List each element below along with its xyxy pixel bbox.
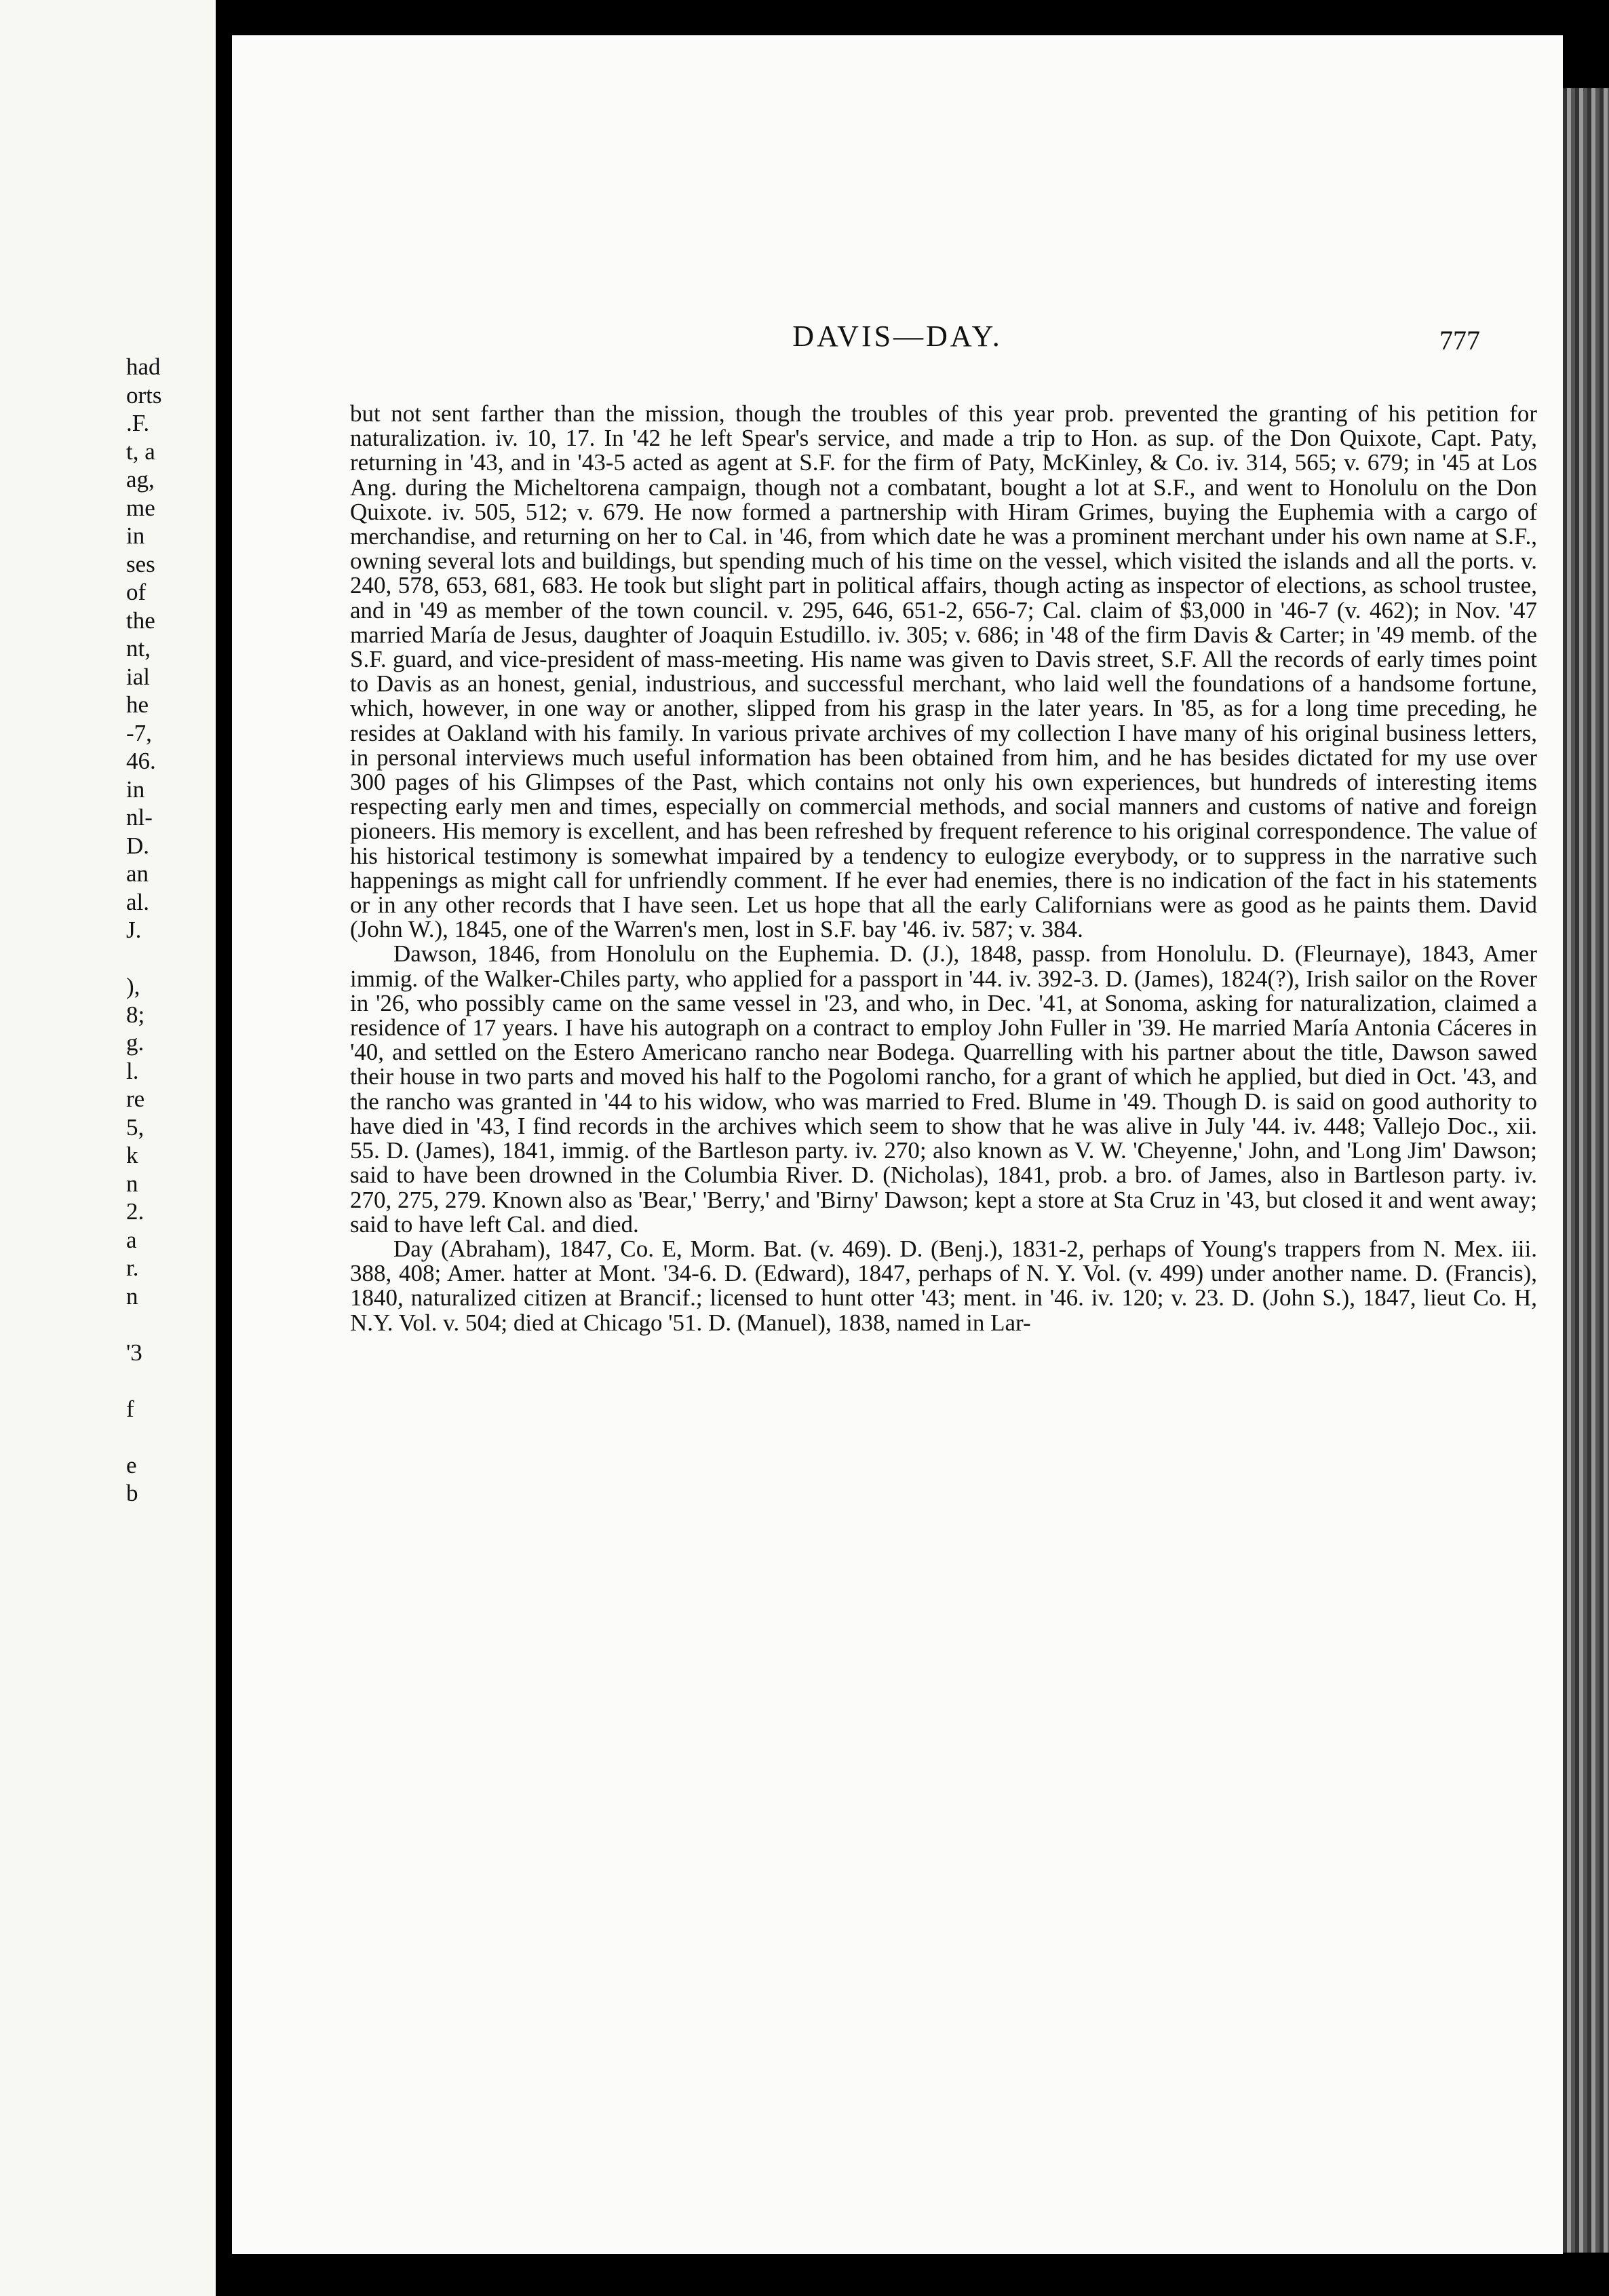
previous-page-fragment: g. (126, 1029, 144, 1056)
previous-page-fragment: b (126, 1480, 138, 1506)
previous-page-fragment: nt, (126, 635, 151, 662)
paragraph-dawson: Dawson, 1846, from Honolulu on the Euphemia. D. (J.), 1848, passp. from Honolulu. D. (Fleurnaye), 1843, Amer immig. of the Walker-Chiles party, who applied for a passport in '44. iv. 392-3. D. (James), 1824(?), Irish sailor on the Rover in '26, who possibly came on the same vessel in '23, and who, in Dec. '41, at Sonoma, asking for naturalization, claimed a residence of 17 years. I have his autograph on a contract to employ John Fuller in '39. He married María Antonia Cáceres in '40, and settled on the Estero Americano rancho near Bodega. Quarrelling with his partner about the title, Dawson sawed their house in two parts and moved his half to the Pogolomi rancho, for a grant of which he applied, but died in Oct. '43, and the rancho was granted in '44 to his widow, who was married to Fred. Blume in '49. Though D. is said on good authority to have died in '43, I find records in the archives which seem to show that he was alive in July '44. iv. 448; Vallejo Doc., xii. 55. D. (James), 1841, immig. of the Bartleson party. iv. 270; also known as V. W. 'Cheyenne,' John, and 'Long Jim' Dawson; said to have been drowned in the Columbia River. D. (Nicholas), 1841, prob. a bro. of James, also in Bartleson party. iv. 270, 275, 279. Known also as 'Bear,' 'Berry,' and 'Birny' Dawson; kept a store at Sta Cruz in '43, but closed it and went away; said to have left Cal. and died. (350, 940, 1537, 1238)
previous-page-fragment: k (126, 1142, 138, 1168)
previous-page-fragment (126, 1366, 201, 1395)
previous-page-fragment: ial (126, 663, 150, 690)
previous-page-fragment: D. (126, 832, 150, 859)
previous-page-fragment: had (126, 353, 161, 380)
previous-page-fragment: -7, (126, 719, 152, 746)
previous-page-fragment: nl- (126, 804, 153, 830)
previous-page-line-fragments (126, 353, 201, 1508)
book-page (232, 35, 1563, 2254)
previous-page-fragment: al. (126, 888, 150, 915)
paragraph-day: Day (Abraham), 1847, Co. E, Morm. Bat. (v. 469). D. (Benj.), 1831-2, perhaps of Young's trappers from N. Mex. iii. 388, 408; Amer. hatter at Mont. '34-6. D. (Edward), 1847, perhaps of N. Y. Vol. (v. 499) under another name. D. (Francis), 1840, naturalized citizen at Brancif.; licensed to hunt otter '43; ment. in '46. iv. 120; v. 23. D. (John S.), 1847, lieut Co. H, N.Y. Vol. v. 504; died at Chicago '51. D. (Manuel), 1838, named in Lar- (350, 1235, 1537, 1336)
previous-page-fragment: e (126, 1451, 137, 1478)
previous-page-fragment: ), (126, 973, 140, 999)
previous-page-fragment: a (126, 1226, 137, 1253)
running-head-title: DAVIS—DAY. (792, 320, 1003, 353)
previous-page-fragment: 2. (126, 1198, 144, 1225)
previous-page-fragment: orts (126, 381, 162, 408)
previous-page-fragment: J. (126, 917, 142, 943)
page-number: 777 (1439, 325, 1480, 356)
previous-page-fragment: r. (126, 1255, 139, 1281)
previous-page-fragment (126, 1310, 201, 1339)
previous-page-fragment: he (126, 691, 149, 718)
previous-page-fragment: me (126, 494, 155, 521)
previous-page-fragment: t, a (126, 438, 155, 465)
previous-page-fragment (126, 1423, 201, 1451)
previous-page-fragment: 8; (126, 1001, 145, 1028)
previous-page-fragment: of (126, 579, 147, 605)
previous-page-fragment: the (126, 607, 155, 634)
previous-page-fragment (126, 944, 201, 973)
previous-page-fragment: in (126, 776, 145, 803)
previous-page-edge (0, 0, 216, 2296)
page-stack-edge (1563, 88, 1609, 2253)
previous-page-fragment: n (126, 1282, 138, 1309)
previous-page-fragment: l. (126, 1057, 139, 1084)
previous-page-fragment: .F. (126, 410, 150, 436)
paragraph-davis-continued: but not sent farther than the mission, though the troubles of this year prob. prevented the granting of his petition for naturalization. iv. 10, 17. In '42 he left Spear's service, and made a trip to Hon. as sup. of the Don Quixote, Capt. Paty, returning in '43, and in '43-5 acted as agent at S.F. for the firm of Paty, McKinley, & Co. iv. 314, 565; v. 679; in '45 at Los Ang. during the Micheltorena campaign, though not a combatant, bought a lot at S.F., and went to Honolulu on the Don Quixote. iv. 505, 512; v. 679. He now formed a partnership with Hiram Grimes, buying the Euphemia with a cargo of merchandise, and returning on her to Cal. in '46, from which date he was a prominent merchant under his own name at S.F., owning several lots and buildings, but spending much of his time on the vessel, which visited the islands and all the ports. v. 240, 578, 653, 681, 683. He took but slight part in political affairs, though acting as inspector of elections, as school trustee, and in '49 as member of the town council. v. 295, 646, 651-2, 656-7; Cal. claim of $3,000 in '46-7 (v. 462); in Nov. '47 married María de Jesus, daughter of Joaquin Estudillo. iv. 305; v. 686; in '48 of the firm Davis & Carter; in '49 memb. of the S.F. guard, and vice-president of mass-meeting. His name was given to Davis street, S.F. All the records of early times point to Davis as an honest, genial, industrious, and successful merchant, who laid well the foundations of a handsome fortune, which, however, in one way or another, slipped from his grasp in the later years. In '85, as for a long time preceding, he resides at Oakland with his family. In various private archives of my collection I have many of his original business letters, in personal interviews much useful information has been obtained from him, and he has besides dictated for my use over 300 pages of his Glimpses of the Past, which contains not only his own experiences, but hundreds of interesting items respecting early men and times, especially on commercial methods, and social manners and customs of native and foreign pioneers. His memory is excellent, and has been refreshed by frequent reference to his original correspondence. The value of his historical testimony is somewhat impaired by a tendency to eulogize everybody, or to suppress in the narrative such happenings as might call for unfriendly comment. If he ever had enemies, there is no indication of the fact in his statements or in any other records that I have seen. Let us hope that all the early Californians were as good as he paints them. David (John W.), 1845, one of the Warren's men, lost in S.F. bay '46. iv. 587; v. 384. (350, 400, 1537, 943)
previous-page-fragment: 46. (126, 748, 156, 774)
previous-page-fragment: '3 (126, 1339, 142, 1366)
previous-page-fragment: n (126, 1170, 138, 1197)
previous-page-fragment: an (126, 860, 149, 887)
previous-page-fragment: re (126, 1086, 145, 1112)
running-head (232, 319, 1563, 373)
previous-page-fragment: in (126, 522, 145, 549)
previous-page-fragment: f (126, 1395, 134, 1422)
previous-page-fragment: ag, (126, 466, 155, 493)
previous-page-fragment: 5, (126, 1113, 144, 1141)
body-text (350, 402, 1537, 1335)
previous-page-fragment: ses (126, 550, 155, 577)
